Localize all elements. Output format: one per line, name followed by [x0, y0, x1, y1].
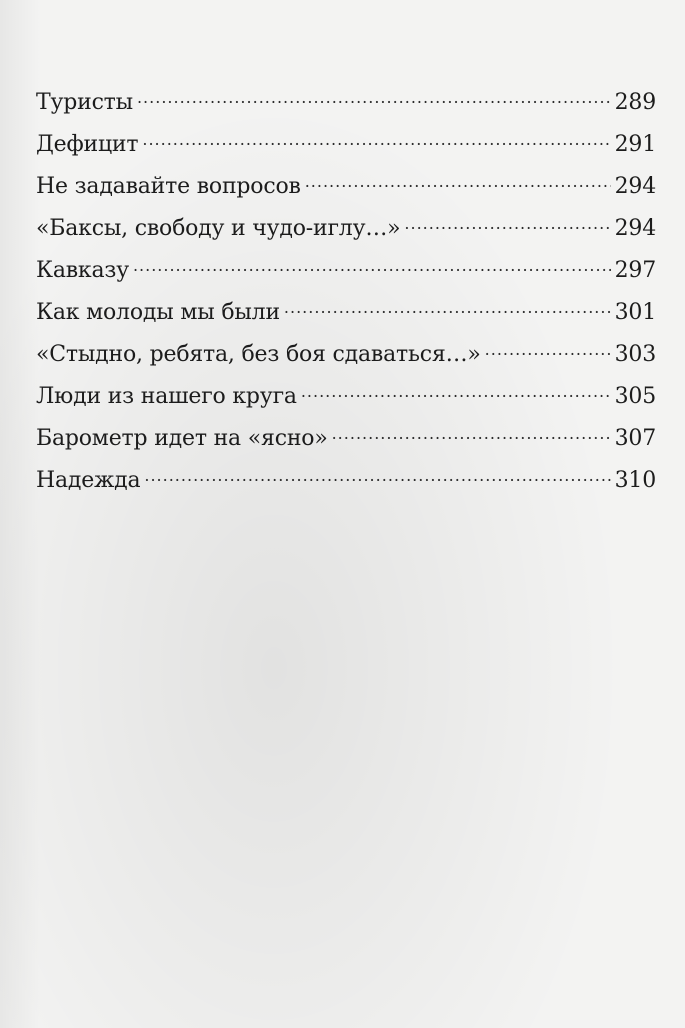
toc-entry: [36, 465, 656, 507]
toc-entry: [36, 129, 656, 171]
toc-entry-page: 291: [614, 132, 656, 157]
dot-leader: [332, 423, 611, 445]
dot-leader: [144, 465, 610, 487]
toc-entry-title: «Баксы, свободу и чудо-иглу…»: [36, 216, 401, 241]
dot-leader: [284, 297, 611, 319]
toc-entry: [36, 213, 656, 255]
dot-leader: [301, 381, 611, 403]
dot-leader: [142, 129, 610, 151]
toc-entry-title: Кавказу: [36, 258, 129, 283]
toc-entry-page: 289: [614, 90, 656, 115]
toc-entry-title: Туристы: [36, 90, 133, 115]
toc-entry: [36, 255, 656, 297]
toc-entry-title: Как молоды мы были: [36, 300, 280, 325]
toc-entry-page: 303: [614, 342, 656, 367]
toc-entry-page: 307: [614, 426, 656, 451]
dot-leader: [404, 213, 610, 235]
toc-entry-page: 310: [614, 468, 656, 493]
toc-entry: [36, 297, 656, 339]
toc-entry-title: «Стыдно, ребята, без боя сдаваться…»: [36, 342, 481, 367]
toc-entry: [36, 87, 656, 129]
dot-leader: [137, 87, 611, 109]
toc-entry-title: Люди из нашего круга: [36, 384, 297, 409]
toc-entry-title: Надежда: [36, 468, 141, 493]
toc-entry: [36, 171, 656, 213]
table-of-contents: [36, 87, 656, 507]
toc-entry-page: 305: [614, 384, 656, 409]
toc-entry-title: Не задавайте вопросов: [36, 174, 301, 199]
toc-entry-page: 297: [614, 258, 656, 283]
toc-entry-page: 294: [614, 174, 656, 199]
toc-entry: [36, 423, 656, 465]
toc-entry-title: Барометр идет на «ясно»: [36, 426, 328, 451]
toc-entry: [36, 381, 656, 423]
dot-leader: [133, 255, 611, 277]
toc-entry-page: 301: [614, 300, 656, 325]
dot-leader: [485, 339, 611, 361]
toc-entry: [36, 339, 656, 381]
toc-entry-title: Дефицит: [36, 132, 139, 157]
toc-entry-page: 294: [614, 216, 656, 241]
dot-leader: [305, 171, 611, 193]
